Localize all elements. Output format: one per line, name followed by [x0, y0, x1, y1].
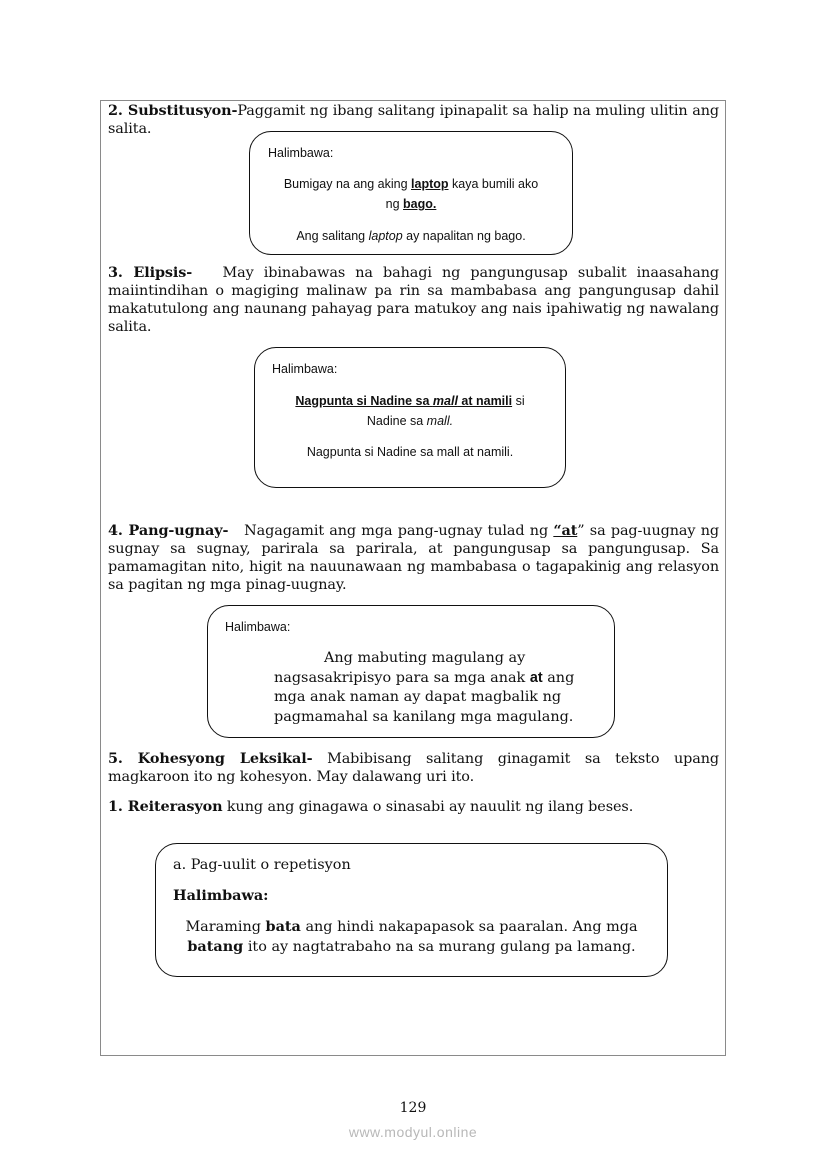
example-label: Halimbawa:: [225, 620, 291, 634]
example-result: Nagpunta si Nadine sa mall at namili.: [306, 445, 514, 459]
example-note: Ang salitang laptop ay napalitan ng bago.: [296, 229, 526, 243]
elipsis-heading: 3. Elipsis-: [108, 264, 193, 281]
substitusyon-example-box: [249, 131, 573, 255]
example-text: Maraming bata ang hindi nakapapasok sa paaralan. Ang mga batang ito ay nagtatrabaho na sa murang gulang pa lamang.: [185, 918, 638, 955]
pangugnay-paragraph: 4. Pang-ugnay- Nagagamit ang mga pang-ugnay tulad ng “at” sa pag-uugnay ng sugnay sa sugnay, parirala sa parirala, at pangungusap sa pangungusap. Sa pamamagitan nito, higit na nauunawaan ng mambabasa o tagapakinig ang relasyon sa pagitan ng mga pinag-uugnay.: [108, 522, 719, 593]
pangugnay-example-box: [207, 605, 615, 738]
example-line: ng bago.: [385, 197, 437, 211]
substitusyon-heading: 2. Substitusyon-: [108, 102, 238, 119]
example-line: Nagpunta si Nadine sa mall at namili si: [295, 394, 525, 408]
example-text: Ang mabuting magulang ay nagsasakripisyo para sa mga anak at ang mga anak naman ay dapat magbalik ng pagmamahal sa kanilang mga magulang.: [274, 650, 575, 725]
example-label: Halimbawa:: [268, 146, 334, 160]
elipsis-paragraph: 3. Elipsis- May ibinabawas na bahagi ng pangungusap subalit inaasahang maiintindihan o magiging malinaw pa rin sa mambabasa ang pangungusap dahil makatutulong ang naunang pahayag para matukoy ang nais ipahiwatig ng nawalang salita.: [108, 264, 719, 335]
example-line: Nadine sa mall.: [366, 414, 454, 428]
example-label: Halimbawa:: [272, 362, 338, 376]
elipsis-example-box: [254, 347, 566, 488]
page-number: 129: [399, 1100, 427, 1116]
reiterasyon-heading: 1. Reiterasyon: [108, 798, 223, 815]
example-type: a. Pag-uulit o repetisyon: [173, 857, 351, 873]
example-label: Halimbawa:: [173, 887, 269, 904]
pangugnay-heading: 4. Pang-ugnay-: [108, 522, 229, 539]
reiterasyon-example-box: [155, 843, 668, 977]
kohesyong-leksikal-paragraph: 5. Kohesyong Leksikal- Mabibisang salitang ginagamit sa teksto upang magkaroon ito ng kohesyon. May dalawang uri ito.: [108, 750, 719, 785]
kohesyong-leksikal-heading: 5. Kohesyong Leksikal-: [108, 750, 313, 767]
substitusyon-paragraph: 2. Substitusyon-Paggamit ng ibang salitang ipinapalit sa halip na muling ulitin ang salita.: [108, 102, 719, 137]
example-line: Bumigay na ang aking laptop kaya bumili ako: [283, 177, 539, 191]
reiterasyon-paragraph: 1. Reiterasyon kung ang ginagawa o sinasabi ay nauulit ng ilang beses.: [108, 798, 634, 815]
watermark: www.modyul.online: [348, 1124, 478, 1140]
